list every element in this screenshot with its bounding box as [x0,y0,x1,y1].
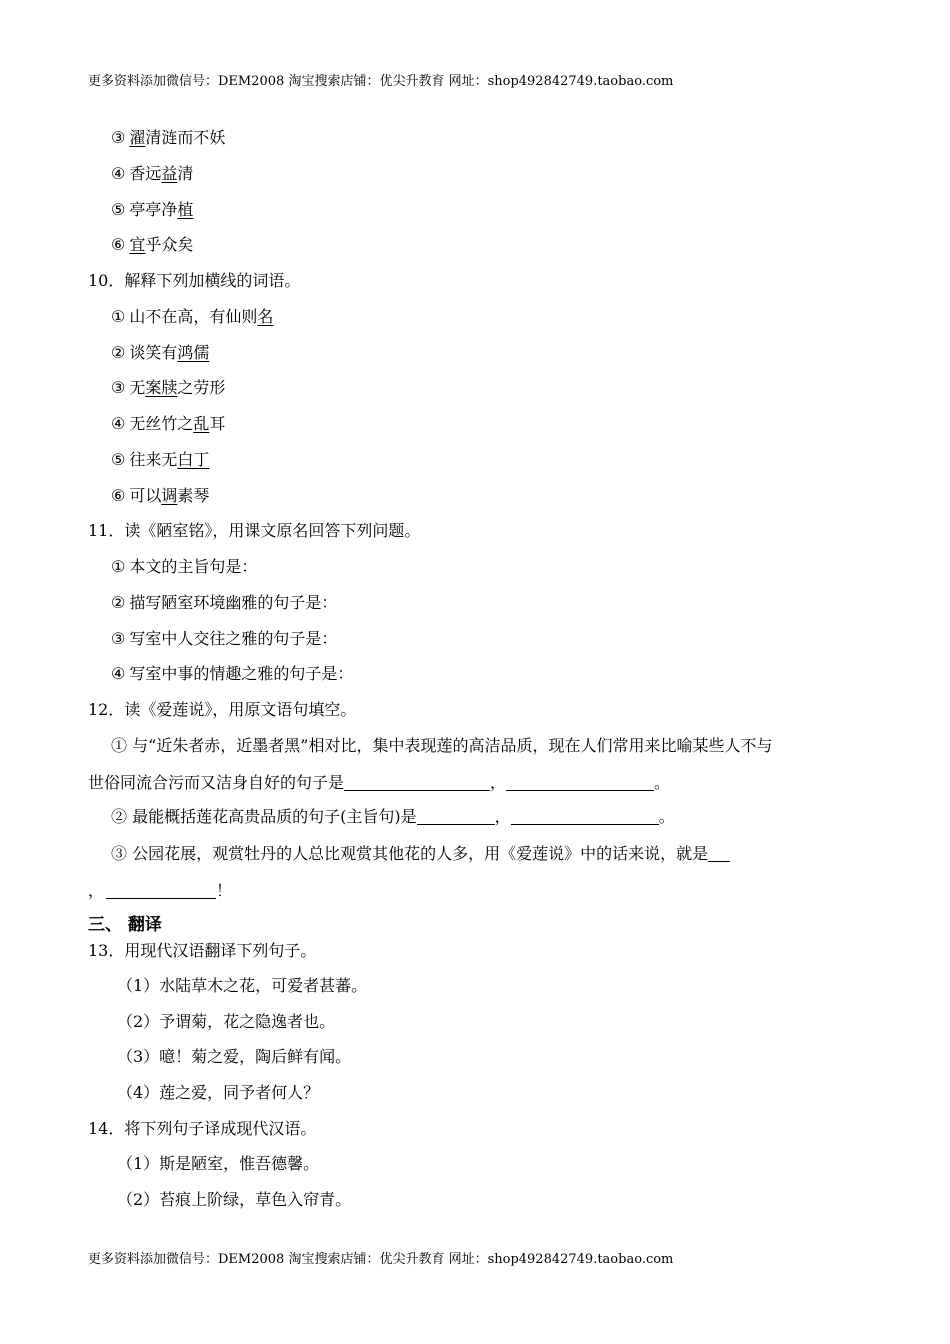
q9-item-5: ⑤ 亭亭净植 [111,200,194,219]
q10-item-5: ⑤ 往来无白丁 [111,450,210,469]
underlined-word: 鸿儒 [177,343,210,362]
underlined-word: 宜 [129,235,146,254]
item-number: ① [111,557,126,576]
answer-blank[interactable] [708,845,730,862]
page-footer: 更多资料添加微信号：DEM2008 淘宝搜索店铺：优尖升教育 网址：shop492842749.taobao.com [88,1252,674,1267]
q10-item-4: ④ 无丝竹之乱耳 [111,414,226,433]
q13-item-1: （1）水陆草木之花，可爱者甚蕃。 [117,976,368,995]
answer-blank[interactable] [506,774,654,791]
item-number: ② [111,343,126,362]
q9-item-3: ③ 濯清涟而不妖 [111,128,226,147]
answer-blank[interactable] [511,808,659,825]
section-heading-translation: 三、 翻译 [88,915,162,935]
q10-item-1: ① 山不在高，有仙则名 [111,307,274,326]
item-number: ④ [111,664,126,683]
q13-item-2: （2）予谓菊，花之隐逸者也。 [117,1012,336,1031]
q13-item-3: （3）噫！菊之爱，陶后鲜有闻。 [117,1047,352,1066]
q11-item-4: ④ 写室中事的情趣之雅的句子是： [111,664,354,683]
q14-item-2: （2）苔痕上阶绿，草色入帘青。 [117,1190,352,1209]
q10-item-3: ③ 无案牍之劳形 [111,378,226,397]
item-number: ④ [111,414,126,433]
item-number: ① [111,307,126,326]
q11-title: 11．读《陋室铭》，用课文原名回答下列问题。 [88,521,421,540]
underlined-word: 益 [161,164,178,183]
item-number: ③ [111,629,126,648]
q10-title: 10．解释下列加横线的词语。 [88,271,301,290]
q11-item-3: ③ 写室中人交往之雅的句子是： [111,629,338,648]
underlined-word: 白丁 [177,450,210,469]
q12-item-3-line2: ， ！ [88,881,233,900]
item-number: ⑥ [111,235,126,254]
q10-item-6: ⑥ 可以调素琴 [111,486,210,505]
item-number: ⑤ [111,450,126,469]
answer-blank[interactable] [344,774,490,791]
item-number: ② [111,593,126,612]
item-number: ③ [111,128,126,147]
q12-title: 12．读《爱莲说》，用原文语句填空。 [88,700,357,719]
q11-item-1: ① 本文的主旨句是： [111,557,258,576]
q10-item-2: ② 谈笑有鸿儒 [111,343,210,362]
q13-title: 13．用现代汉语翻译下列句子。 [88,941,317,960]
q12-item-1-line1: ① 与“近朱者赤，近墨者黑”相对比，集中表现莲的高洁品质，现在人们常用来比喻某些人不与 [111,736,773,755]
q9-item-4: ④ 香远益清 [111,164,194,183]
answer-blank[interactable] [417,808,495,825]
underlined-word: 乱 [193,414,210,433]
q14-item-1: （1）斯是陋室，惟吾德馨。 [117,1154,320,1173]
q12-item-2: ② 最能概括莲花高贵品质的句子(主旨句)是 ， 。 [111,807,675,826]
q9-item-6: ⑥ 宜乎众矣 [111,235,194,254]
underlined-word: 案牍 [145,378,178,397]
q14-title: 14．将下列句子译成现代汉语。 [88,1119,317,1138]
underlined-word: 植 [177,200,194,219]
item-number: ④ [111,164,126,183]
answer-blank[interactable] [106,882,216,899]
item-number: ⑥ [111,486,126,505]
q12-item-3-line1: ③ 公园花展，观赏牡丹的人总比观赏其他花的人多，用《爱莲说》中的话来说，就是 [111,843,730,865]
item-number: ③ [111,378,126,397]
underlined-word: 濯 [129,128,146,147]
item-number: ⑤ [111,200,126,219]
underlined-word: 调 [161,486,178,505]
underlined-word: 名 [257,307,274,326]
q13-item-4: （4）莲之爱，同予者何人？ [117,1083,320,1102]
page-header: 更多资料添加微信号：DEM2008 淘宝搜索店铺：优尖升教育 网址：shop492842749.taobao.com [88,74,674,89]
q12-item-1-line2: 世俗同流合污而又洁身自好的句子是 ， 。 [88,773,671,792]
q11-item-2: ② 描写陋室环境幽雅的句子是： [111,593,338,612]
